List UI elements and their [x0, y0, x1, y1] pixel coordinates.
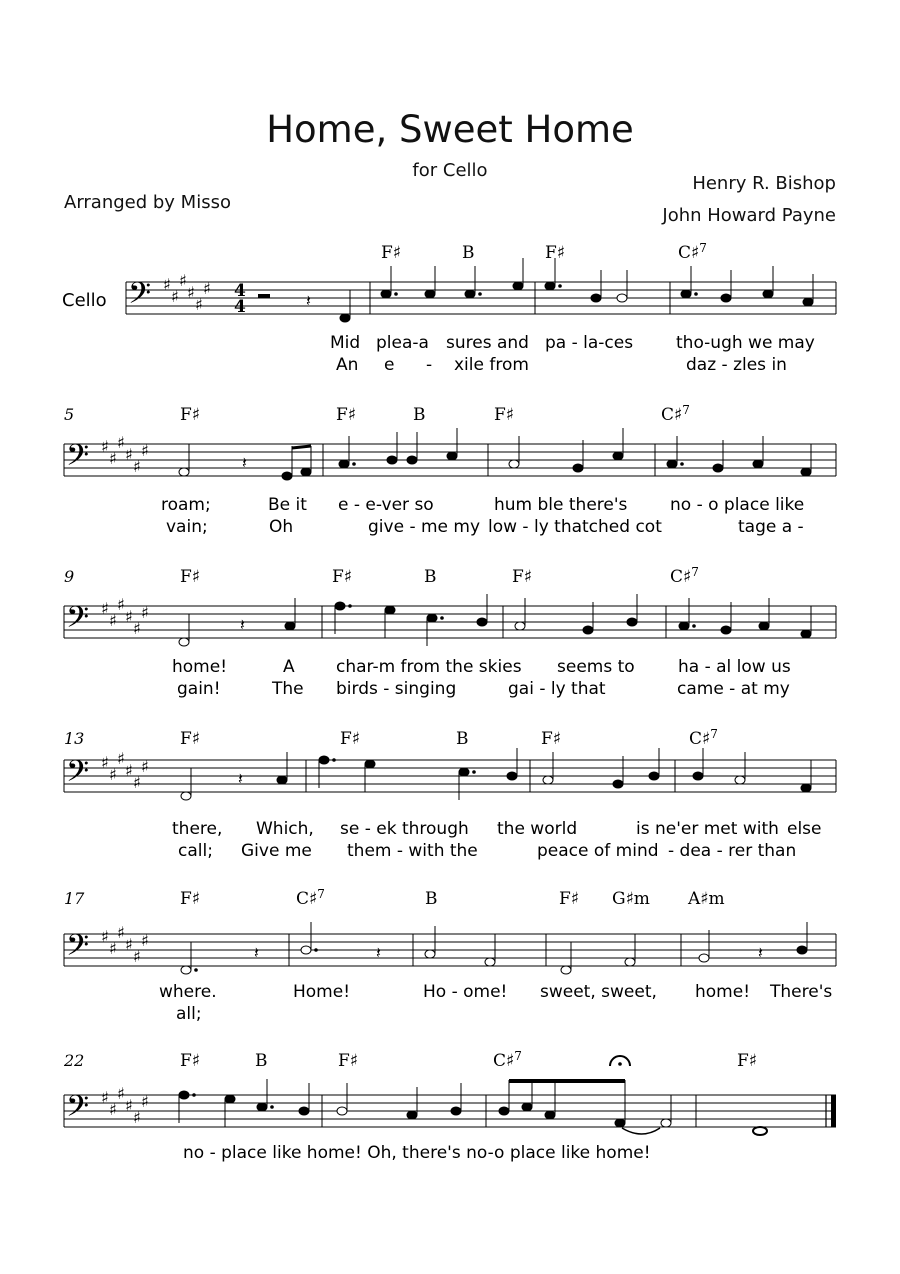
chord-symbol: F♯ — [340, 729, 361, 749]
lyrics-verse-2 — [336, 355, 787, 375]
staff-lines — [64, 606, 836, 638]
key-signature-sharps — [163, 271, 211, 314]
svg-text:♯: ♯ — [101, 927, 109, 946]
composer-name: Henry R. Bishop — [692, 173, 836, 194]
svg-text:♯: ♯ — [133, 947, 141, 966]
system-6 — [63, 1049, 836, 1163]
key-signature-sharps — [101, 749, 149, 792]
key-signature-sharps — [101, 595, 149, 638]
lyric: sures and — [446, 333, 529, 353]
svg-text:♯: ♯ — [109, 765, 117, 784]
lyrics-verse-1 — [172, 819, 822, 839]
chord-symbol: B — [425, 889, 438, 909]
chord-symbol: F♯ — [545, 243, 566, 263]
svg-text:𝄽: 𝄽 — [254, 943, 259, 962]
lyric: birds - singing — [336, 679, 457, 699]
svg-text:♯: ♯ — [187, 283, 195, 302]
lyric: home! — [695, 982, 751, 1002]
chord-symbol: F♯ — [180, 729, 201, 749]
lyric: Ho - ome! — [423, 982, 508, 1002]
svg-text:4: 4 — [234, 281, 246, 301]
quarter-rest-icon: 𝄽 — [306, 291, 311, 310]
lyric: Be it — [268, 495, 307, 515]
chord-symbol: F♯ — [180, 405, 201, 425]
system-2 — [64, 403, 836, 537]
lyric: call; — [178, 841, 213, 861]
svg-text:♯: ♯ — [117, 1084, 125, 1103]
svg-text:𝄽: 𝄽 — [376, 943, 381, 962]
svg-text:♯: ♯ — [125, 607, 133, 626]
svg-text:𝄽: 𝄽 — [240, 615, 245, 634]
chord-symbol: C♯$^7$ — [296, 887, 325, 909]
svg-text:𝄽: 𝄽 — [238, 769, 243, 788]
system-4 — [64, 727, 836, 861]
chord-symbol: F♯ — [494, 405, 515, 425]
lyric: Give me — [241, 841, 312, 861]
lyric: sweet, sweet, — [540, 982, 657, 1002]
svg-text:♯: ♯ — [101, 1088, 109, 1107]
staff-lines — [64, 1095, 836, 1127]
lyric: no - o place like — [670, 495, 805, 515]
lyric: plea-a — [376, 333, 429, 353]
measure-number: 5 — [64, 405, 75, 424]
chord-symbol: F♯ — [737, 1051, 758, 1071]
lyric: gai - ly that — [508, 679, 606, 699]
chord-symbol: C♯$^7$ — [493, 1049, 522, 1071]
svg-text:♯: ♯ — [163, 275, 171, 294]
staff-lines — [64, 760, 836, 792]
svg-text:♯: ♯ — [101, 599, 109, 618]
chord-symbol: C♯$^7$ — [689, 727, 718, 749]
lyric: there, — [172, 819, 223, 839]
lyric: them - with the — [347, 841, 478, 861]
chord-symbol: B — [456, 729, 469, 749]
key-signature-sharps — [101, 923, 149, 966]
lyric: no - place like home! Oh, there's no-o place like home! — [183, 1143, 651, 1163]
chord-symbol: B — [462, 243, 475, 263]
time-signature — [234, 281, 246, 317]
lyric: e - e-ver so — [338, 495, 434, 515]
svg-text:♯: ♯ — [171, 287, 179, 306]
svg-text:♯: ♯ — [141, 931, 149, 950]
chord-symbol: F♯ — [559, 889, 580, 909]
lyric: home! — [172, 657, 228, 677]
svg-text:♯: ♯ — [133, 457, 141, 476]
svg-text:♯: ♯ — [109, 1100, 117, 1119]
system-5 — [64, 887, 836, 1024]
lyric: all; — [176, 1004, 202, 1024]
svg-text:♯: ♯ — [125, 1096, 133, 1115]
instrument-label: Cello — [62, 290, 107, 311]
system-1 — [126, 241, 836, 375]
lyric: hum ble there's — [494, 495, 628, 515]
bass-clef-icon: 𝄢 — [66, 929, 90, 970]
bass-clef-icon: 𝄢 — [66, 439, 90, 480]
bass-clef-icon: 𝄢 — [66, 1090, 90, 1131]
lyric: gain! — [177, 679, 221, 699]
svg-text:♯: ♯ — [203, 279, 211, 298]
svg-text:𝄽: 𝄽 — [242, 453, 247, 472]
chord-symbol: F♯ — [180, 567, 201, 587]
lyric: There's — [770, 982, 833, 1002]
lyric: The — [272, 679, 304, 699]
svg-text:♯: ♯ — [109, 449, 117, 468]
chord-symbol: F♯ — [512, 567, 533, 587]
svg-text:♯: ♯ — [125, 445, 133, 464]
lyric: give - me my — [368, 517, 481, 537]
svg-text:♯: ♯ — [195, 295, 203, 314]
lyric: tho-ugh we may — [676, 333, 815, 353]
svg-text:♯: ♯ — [109, 611, 117, 630]
arranger-credit: Arranged by Misso — [64, 192, 231, 213]
chord-symbol: F♯ — [336, 405, 357, 425]
fermata-icon — [610, 1056, 630, 1066]
lyric: e — [384, 355, 395, 375]
lyrics-verse-2 — [166, 517, 804, 537]
lyric: se - ek through — [340, 819, 469, 839]
score-title: Home, Sweet Home — [266, 108, 634, 151]
svg-text:♯: ♯ — [141, 757, 149, 776]
lyrics-verse-2 — [178, 841, 796, 861]
lyric: - dea - rer than — [668, 841, 797, 861]
chord-symbol: C♯$^7$ — [670, 565, 699, 587]
svg-text:♯: ♯ — [141, 441, 149, 460]
lyrics-verse-1 — [159, 982, 832, 1002]
svg-text:♯: ♯ — [133, 773, 141, 792]
bass-clef-icon: 𝄢 — [66, 755, 90, 796]
chord-symbol: B — [255, 1051, 268, 1071]
svg-text:♯: ♯ — [125, 935, 133, 954]
chord-symbols — [180, 1049, 757, 1071]
measure-number: 22 — [64, 1051, 85, 1070]
lyric: Home! — [293, 982, 351, 1002]
svg-text:♯: ♯ — [101, 753, 109, 772]
chord-symbol: G♯m — [612, 889, 650, 909]
chord-symbol: F♯ — [180, 1051, 201, 1071]
lyric: An — [336, 355, 359, 375]
svg-text:♯: ♯ — [141, 1092, 149, 1111]
lyrics-verse-2 — [177, 679, 790, 699]
svg-text:♯: ♯ — [117, 749, 125, 768]
svg-text:♯: ♯ — [133, 1108, 141, 1127]
bass-clef-icon: 𝄢 — [66, 601, 90, 642]
lyric: A — [283, 657, 295, 677]
lyric: where. — [159, 982, 217, 1002]
lyric: seems to — [557, 657, 635, 677]
svg-text:♯: ♯ — [117, 595, 125, 614]
lyric: daz - zles in — [686, 355, 787, 375]
lyrics-verse-1 — [183, 1143, 651, 1163]
key-signature-sharps — [101, 1084, 149, 1127]
lyric: Mid — [330, 333, 361, 353]
lyric: peace of mind — [537, 841, 659, 861]
lyric: came - at my — [677, 679, 790, 699]
lyric: roam; — [161, 495, 211, 515]
lyric: char-m from the skies — [336, 657, 522, 677]
half-rest-icon — [258, 294, 270, 298]
chord-symbol: A♯m — [688, 889, 725, 909]
measure-number: 17 — [64, 889, 85, 908]
measure-number: 9 — [64, 567, 75, 586]
svg-text:4: 4 — [234, 297, 246, 317]
lyric: ha - al low us — [678, 657, 791, 677]
chord-symbol: F♯ — [332, 567, 353, 587]
lyrics-verse-1 — [330, 333, 815, 353]
lyric: the world — [497, 819, 578, 839]
bass-clef-icon: 𝄢 — [128, 277, 152, 318]
svg-text:♯: ♯ — [109, 939, 117, 958]
lyric: tage a - — [738, 517, 804, 537]
svg-text:♯: ♯ — [141, 603, 149, 622]
key-signature-sharps — [101, 433, 149, 476]
chord-symbol: F♯ — [381, 243, 402, 263]
svg-text:𝄽: 𝄽 — [758, 943, 763, 962]
lyric: xile from — [454, 355, 529, 375]
svg-text:♯: ♯ — [117, 433, 125, 452]
lyrics-verse-2 — [176, 1004, 202, 1024]
lyric: low - ly thatched cot — [488, 517, 662, 537]
chord-symbols — [180, 403, 690, 425]
lyric: Oh — [269, 517, 294, 537]
lyric: else — [787, 819, 822, 839]
chord-symbol: F♯ — [180, 889, 201, 909]
lyric: is ne'er met with — [636, 819, 779, 839]
chord-symbol: F♯ — [541, 729, 562, 749]
lyricist-name: John Howard Payne — [662, 205, 836, 226]
chord-symbols — [180, 727, 718, 749]
svg-text:♯: ♯ — [101, 437, 109, 456]
chord-symbol: B — [413, 405, 426, 425]
system-3 — [64, 565, 836, 699]
tie — [622, 1128, 660, 1134]
svg-text:♯: ♯ — [117, 923, 125, 942]
chord-symbol: C♯$^7$ — [661, 403, 690, 425]
measure-number: 13 — [64, 729, 85, 748]
final-barline — [831, 1095, 836, 1127]
chord-symbol: F♯ — [338, 1051, 359, 1071]
staff-lines — [64, 934, 836, 966]
chord-symbols — [381, 241, 707, 263]
lyrics-verse-1 — [172, 657, 791, 677]
lyric: vain; — [166, 517, 208, 537]
svg-text:♯: ♯ — [125, 761, 133, 780]
notes — [179, 428, 811, 480]
lyrics-verse-1 — [161, 495, 804, 515]
score-subtitle: for Cello — [412, 160, 488, 181]
svg-text:♯: ♯ — [133, 619, 141, 638]
svg-text:♯: ♯ — [179, 271, 187, 290]
chord-symbols — [180, 565, 699, 587]
chord-symbol: C♯$^7$ — [678, 241, 707, 263]
chord-symbols — [180, 887, 725, 909]
lyric: - — [426, 355, 433, 375]
lyric: pa - la-ces — [545, 333, 634, 353]
lyric: Which, — [256, 819, 314, 839]
chord-symbol: B — [424, 567, 437, 587]
